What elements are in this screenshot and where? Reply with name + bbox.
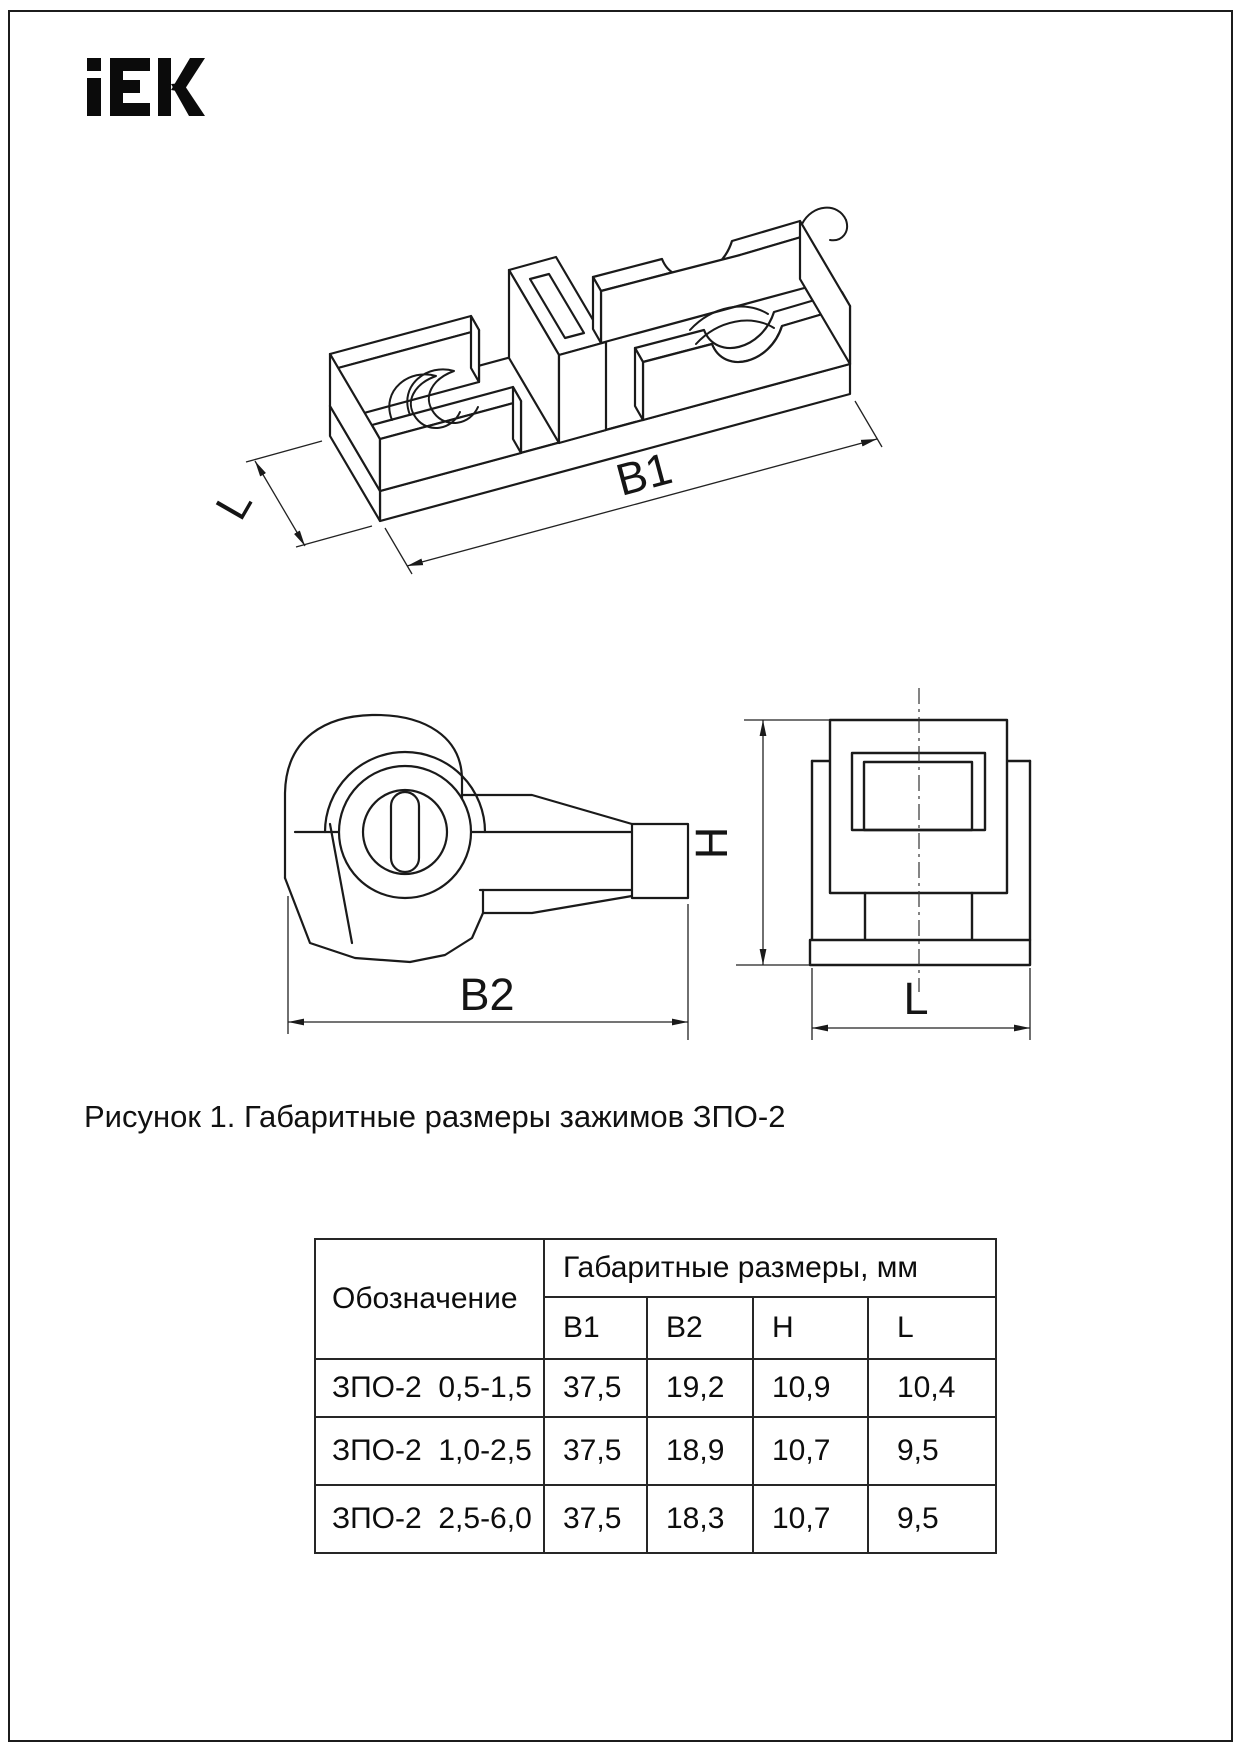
cell-designation: ЗПО-2 2,5-6,0	[315, 1485, 544, 1553]
cell-b1: 37,5	[544, 1359, 647, 1417]
cell-designation: ЗПО-2 1,0-2,5	[315, 1417, 544, 1485]
isometric-view	[330, 208, 850, 521]
cell-designation: ЗПО-2 0,5-1,5	[315, 1359, 544, 1417]
cell-b2: 19,2	[647, 1359, 753, 1417]
dim-label-B1: B1	[610, 442, 678, 506]
cell-b1: 37,5	[544, 1417, 647, 1485]
cell-b2: 18,9	[647, 1417, 753, 1485]
col-header-h: H	[753, 1297, 868, 1359]
table-header-row-1	[315, 1239, 996, 1297]
cell-h: 10,7	[753, 1417, 868, 1485]
dim-label-L-front: L	[903, 973, 929, 1024]
cell-l: 9,5	[868, 1485, 996, 1553]
dim-label-L-iso: L	[205, 480, 262, 528]
dimensions-table	[314, 1238, 997, 1554]
dim-label-H: H	[686, 826, 737, 860]
front-view	[810, 720, 1030, 965]
col-header-b2: B2	[647, 1297, 753, 1359]
table-row	[315, 1417, 996, 1485]
cell-h: 10,7	[753, 1485, 868, 1553]
table-row	[315, 1359, 996, 1417]
figure-caption: Рисунок 1. Габаритные размеры зажимов ЗПО-2	[84, 1099, 786, 1134]
col-header-designation: Обозначение	[315, 1239, 544, 1359]
table-row	[315, 1485, 996, 1553]
cell-l: 9,5	[868, 1417, 996, 1485]
col-header-b1: B1	[544, 1297, 647, 1359]
cell-b1: 37,5	[544, 1485, 647, 1553]
cell-b2: 18,3	[647, 1485, 753, 1553]
cell-l: 10,4	[868, 1359, 996, 1417]
side-view	[285, 715, 688, 962]
front-dim-H	[736, 720, 830, 965]
col-header-dimensions-group: Габаритные размеры, мм	[544, 1239, 996, 1297]
col-header-l: L	[868, 1297, 996, 1359]
dim-label-B2: B2	[459, 969, 515, 1020]
cell-h: 10,9	[753, 1359, 868, 1417]
